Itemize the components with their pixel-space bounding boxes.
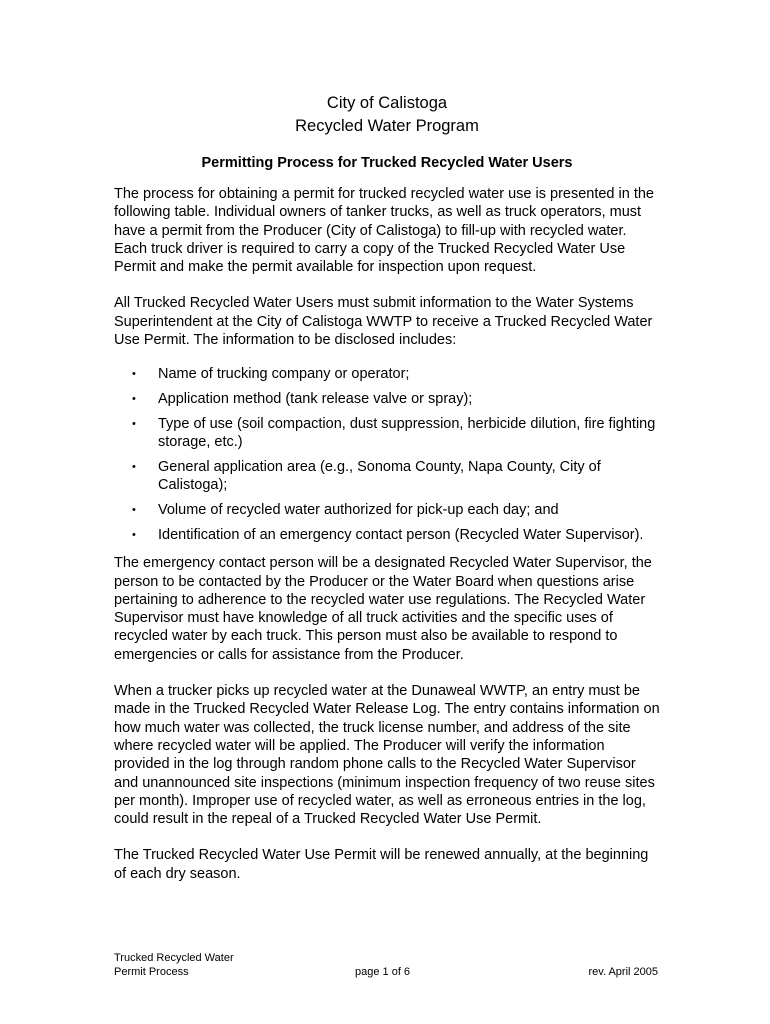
- list-item-text: Volume of recycled water authorized for pick-up each day; and: [158, 502, 559, 519]
- paragraph-release-log: When a trucker picks up recycled water at the Dunaweal WWTP, an entry must be made in the Trucked Recycled Water Release Log. The entry contains information on how much water was collected, the truck license number, and address of the site where recycled water will be applied. The Producer will verify the information provided in the log through random phone calls to the Recycled Water Supervisor and unannounced site inspections (minimum inspection frequency of two reuse sites per month). Improper use of recycled water, as well as erroneous entries in the log, could result in the repeal of a Trucked Recycled Water Use Permit.: [114, 683, 660, 828]
- list-item-text: Type of use (soil compaction, dust suppression, herbicide dilution, fire fighting storage, etc.): [158, 415, 656, 451]
- footer-left-line-2: Permit Process: [114, 966, 189, 978]
- bullet-icon: •: [132, 504, 136, 517]
- list-item-text: Identification of an emergency contact person (Recycled Water Supervisor).: [158, 526, 644, 543]
- list-item: [114, 415, 660, 452]
- bullet-icon: •: [132, 368, 136, 381]
- footer-document-name: [114, 951, 234, 979]
- list-item-text: Name of trucking company or operator;: [158, 366, 410, 383]
- list-item: [114, 458, 660, 495]
- list-item: [114, 501, 660, 519]
- paragraph-intro: The process for obtaining a permit for trucked recycled water use is presented in the following table. Individual owners of tanker trucks, as well as truck operators, must have a permit from the Producer (City of Calistoga) to fill-up with recycled water. Each truck driver is required to carry a copy of the Trucked Recycled Water Use Permit and make the permit available for inspection upon request.: [114, 186, 654, 276]
- list-item: [114, 526, 660, 544]
- title-line-2: Recycled Water Program: [295, 117, 479, 135]
- bullet-icon: •: [132, 393, 136, 406]
- bullet-icon: •: [132, 528, 136, 541]
- footer-left-line-1: Trucked Recycled Water: [114, 952, 234, 964]
- list-item: [114, 390, 660, 408]
- document-subtitle: Permitting Process for Trucked Recycled Water Users: [201, 155, 573, 171]
- footer-page-number: page 1 of 6: [355, 966, 411, 978]
- bullet-icon: •: [132, 417, 136, 430]
- document-content: [114, 92, 660, 883]
- list-item-text: Application method (tank release valve or spray);: [158, 391, 473, 408]
- list-item: [114, 365, 660, 383]
- paragraph-renewal: The Trucked Recycled Water Use Permit will be renewed annually, at the beginning of each dry season.: [114, 847, 649, 882]
- list-item-text: General application area (e.g., Sonoma County, Napa County, City of Calistoga);: [158, 459, 601, 494]
- footer-revision: rev. April 2005: [588, 966, 658, 978]
- disclosure-list: [114, 365, 660, 544]
- title-line-1: City of Calistoga: [326, 94, 448, 112]
- paragraph-submission: All Trucked Recycled Water Users must submit information to the Water Systems Superintendent at the City of Calistoga WWTP to receive a Trucked Recycled Water Use Permit. The information to be disclosed includes:: [114, 295, 653, 349]
- bullet-icon: •: [132, 461, 136, 474]
- paragraph-emergency-contact: The emergency contact person will be a designated Recycled Water Supervisor, the person to be contacted by the Producer or the Water Board when questions arise pertaining to adherence to the recycled water use regulations. The Recycled Water Supervisor must have knowledge of all truck activities and the specific uses of recycled water by each truck. This person must also be available to respond to emergencies or calls for assistance from the Producer.: [114, 555, 652, 663]
